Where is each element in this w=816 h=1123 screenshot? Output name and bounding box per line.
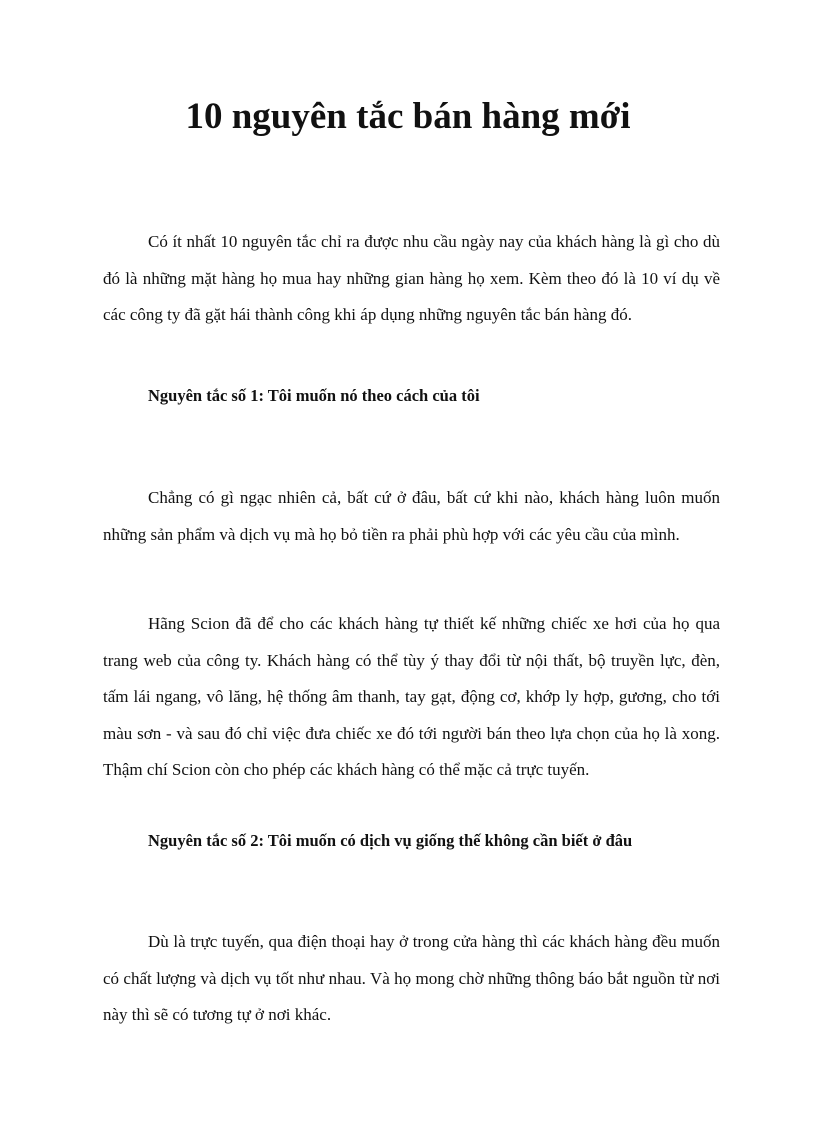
section-1-heading: Nguyên tắc số 1: Tôi muốn nó theo cách của tôi: [148, 386, 480, 405]
section-2-paragraph-1: Dù là trực tuyến, qua điện thoại hay ở trong cửa hàng thì các khách hàng đều muốn có chất lượng và dịch vụ tốt như nhau. Và họ mong chờ những thông báo bắt nguồn từ nơi này thì sẽ có tương tự ở nơi khác.: [103, 932, 720, 1024]
section-1-paragraph-2: Hãng Scion đã để cho các khách hàng tự thiết kế những chiếc xe hơi của họ qua trang web của công ty. Khách hàng có thể tùy ý thay đổi từ nội thất, bộ truyền lực, đèn, tấm lái ngang, vô lăng, hệ thống âm thanh, tay gạt, động cơ, khớp ly hợp, gương, cho tới màu sơn - và sau đó chỉ việc đưa chiếc xe đó tới người bán theo lựa chọn của họ là xong. Thậm chí Scion còn cho phép các khách hàng có thể mặc cả trực tuyến.: [103, 614, 720, 779]
section-1-paragraph-1: Chẳng có gì ngạc nhiên cả, bất cứ ở đâu, bất cứ khi nào, khách hàng luôn muốn những sản phẩm và dịch vụ mà họ bỏ tiền ra phải phù hợp với các yêu cầu của mình.: [103, 488, 720, 544]
document-title: 10 nguyên tắc bán hàng mới: [185, 96, 631, 137]
section-2-heading: Nguyên tắc số 2: Tôi muốn có dịch vụ giống thế không cần biết ở đâu: [148, 831, 633, 850]
intro-paragraph: Có ít nhất 10 nguyên tắc chỉ ra được nhu cầu ngày nay của khách hàng là gì cho dù đó là những mặt hàng họ mua hay những gian hàng họ xem. Kèm theo đó là 10 ví dụ về các công ty đã gặt hái thành công khi áp dụng những nguyên tắc bán hàng đó.: [103, 232, 720, 324]
